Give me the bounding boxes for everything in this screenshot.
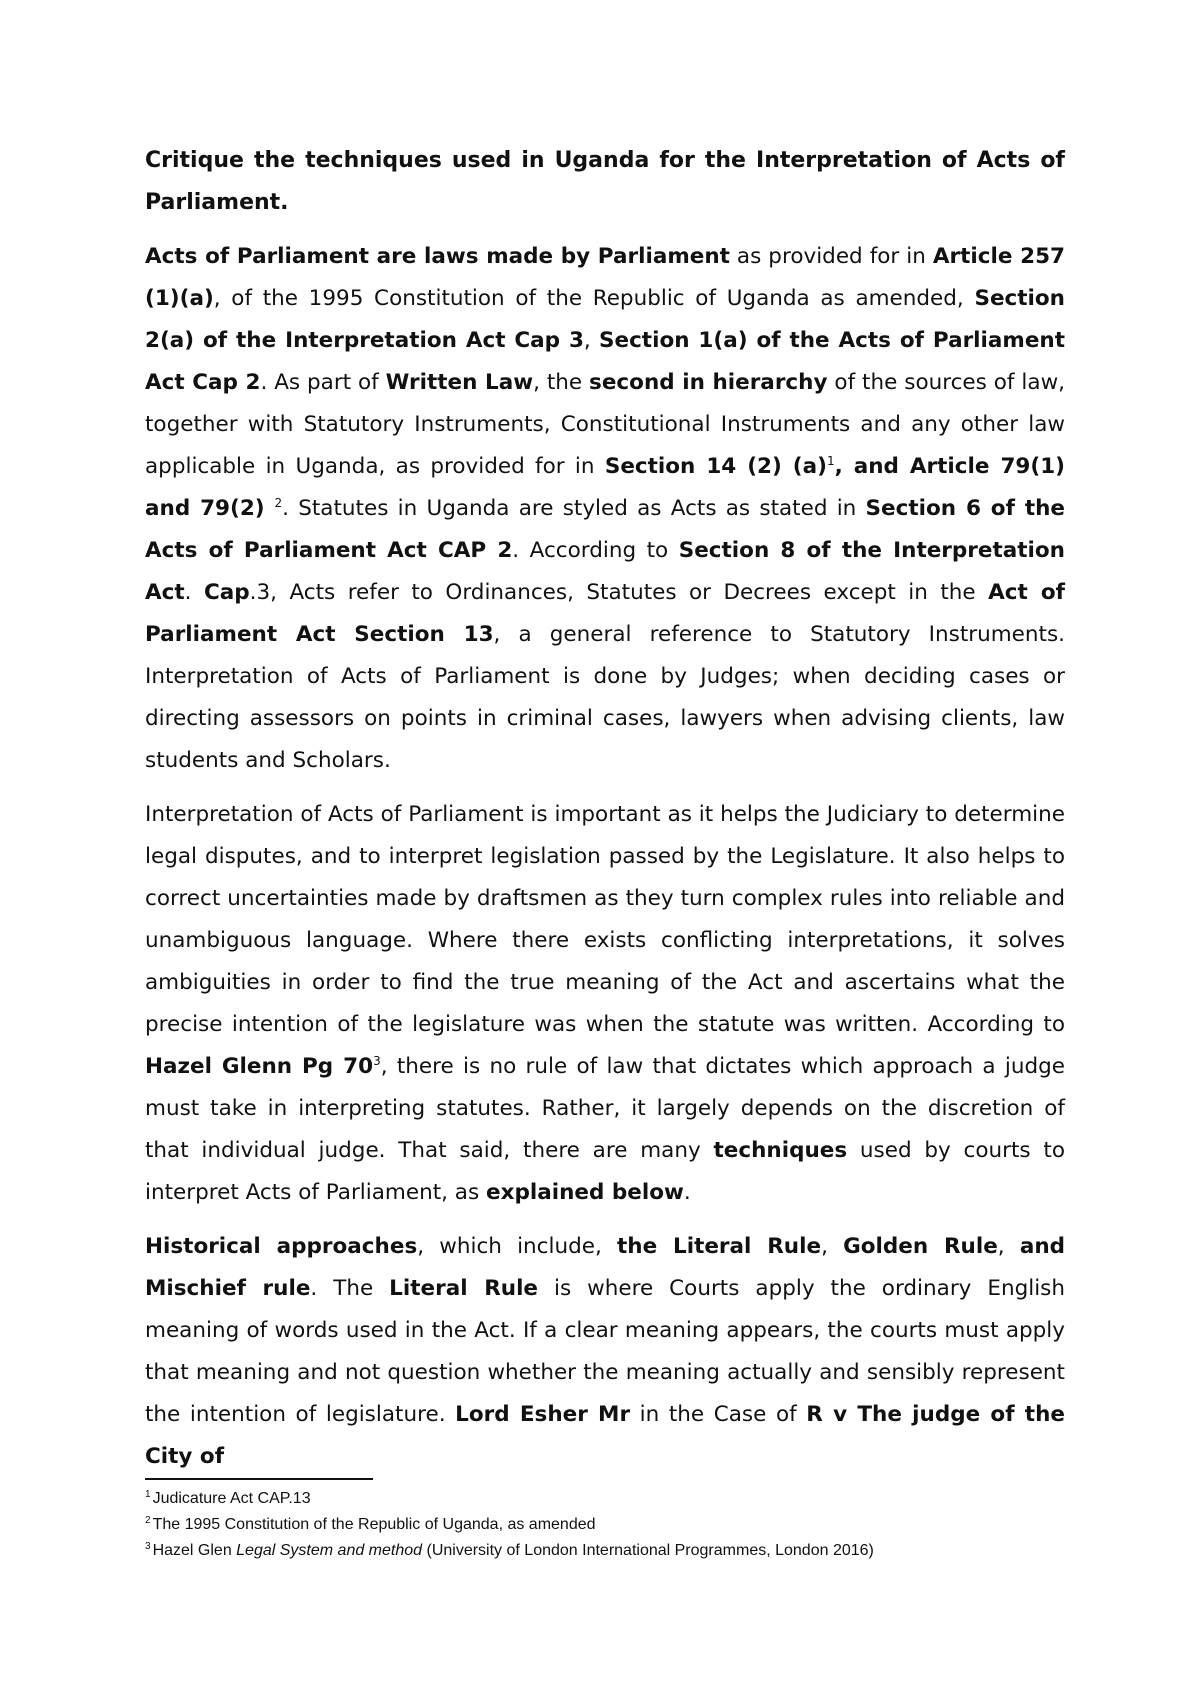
text-run: , the xyxy=(533,370,590,395)
paragraph-historical-approaches xyxy=(145,1226,1065,1478)
bold-text: explained below xyxy=(486,1180,684,1205)
text-run: , a general reference to Statutory Instruments. Interpretation of Acts of Parliament is done by Judges; when deciding cases or directing assessors on points in criminal cases, lawyers when advising clients, law students and Scholars. xyxy=(145,622,1065,773)
text-run: Interpretation of Acts of Parliament is important as it helps the Judiciary to determine legal disputes, and to interpret legislation passed by the Legislature. It also helps to correct uncertainties made by draftsmen as they turn complex rules into reliable and unambiguous language. Where there exists conflicting interpretations, it solves ambiguities in order to find the true meaning of the Act and ascertains what the precise intention of the legislature was when the statute was written. According to xyxy=(145,802,1065,1037)
bold-text: the Literal Rule xyxy=(617,1234,822,1259)
footnote-text: Hazel Glen xyxy=(152,1542,237,1559)
text-run: , xyxy=(821,1234,844,1259)
text-run: used by courts to interpret Acts of Parliament, as xyxy=(145,1138,1065,1205)
footnote-3 xyxy=(145,1538,1065,1564)
bold-text: , and Article 79(1) and 79(2) xyxy=(145,454,1065,521)
text-run: . As part of xyxy=(260,370,386,395)
text-run: as provided for in xyxy=(729,244,933,269)
text-run: . xyxy=(184,580,204,605)
bold-text: Acts of Parliament are laws made by Parliament xyxy=(145,244,730,269)
bold-text: Section 1(a) of the Acts of Parliament Act Cap 2 xyxy=(145,328,1065,395)
bold-text: Golden Rule xyxy=(843,1234,998,1259)
footnote-number: 2 xyxy=(145,1514,151,1526)
footnote-2 xyxy=(145,1512,1065,1538)
footnote-ref-2[interactable]: 2 xyxy=(274,495,283,510)
text-run: . xyxy=(683,1180,691,1205)
essay-question-title: Critique the techniques used in Uganda for the Interpretation of Acts of Parliament. xyxy=(145,148,1065,215)
bold-text: Cap xyxy=(203,580,250,605)
bold-text: Historical approaches xyxy=(145,1234,418,1259)
footnote-book-title: Legal System and method xyxy=(236,1542,423,1559)
bold-text: Written Law xyxy=(385,370,534,395)
bold-text: Section 14 (2) (a) xyxy=(604,454,827,479)
text-run: .3, Acts refer to Ordinances, Statutes or Decrees except in the xyxy=(249,580,989,605)
text-run: , there is no rule of law that dictates which approach a judge must take in interpreting statutes. Rather, it largely depends on the discretion of that individual judge. That said, there are many xyxy=(145,1054,1066,1163)
paragraph-importance-of-interpretation xyxy=(145,794,1065,1214)
bold-text: Act of Parliament Act Section 13 xyxy=(145,580,1065,647)
bold-text: Lord Esher Mr xyxy=(455,1402,631,1427)
text-run: , which include, xyxy=(417,1234,617,1259)
bold-text: Article 257 (1)(a) xyxy=(145,244,1065,311)
text-run: , of the 1995 Constitution of the Republic of Uganda as amended, xyxy=(213,286,975,311)
footnote-text: The 1995 Constitution of the Republic of Uganda, as amended xyxy=(152,1516,596,1533)
bold-text: and Mischief rule xyxy=(145,1234,1066,1301)
document-body xyxy=(145,140,1065,1490)
bold-text: techniques xyxy=(713,1138,848,1163)
footnote-text: (University of London International Programmes, London 2016) xyxy=(422,1542,874,1559)
bold-text: Section 8 of the Interpretation Act xyxy=(145,538,1065,605)
bold-text: R v The judge of the City of xyxy=(145,1402,1065,1469)
footnote-1 xyxy=(145,1486,1065,1512)
bold-text: Section 6 of the Acts of Parliament Act CAP 2 xyxy=(145,496,1065,563)
paragraph-acts-of-parliament xyxy=(145,236,1065,782)
text-run: . According to xyxy=(512,538,679,563)
footnote-number: 3 xyxy=(145,1540,151,1552)
text-run: is where Courts apply the ordinary English meaning of words used in the Act. If a clear meaning appears, the courts must apply that meaning and not question whether the meaning actually and sensibly represent the intention of legislature. xyxy=(145,1276,1065,1427)
text-run: in the Case of xyxy=(630,1402,807,1427)
footnote-number: 1 xyxy=(145,1488,151,1500)
footnote-text: Judicature Act CAP.13 xyxy=(152,1490,311,1507)
bold-text: Section 2(a) of the Interpretation Act Cap 3 xyxy=(145,286,1065,353)
footnotes-section xyxy=(145,1486,1065,1564)
text-run: . The xyxy=(310,1276,390,1301)
text-run: , xyxy=(997,1234,1020,1259)
text-run: of the sources of law, together with Statutory Instruments, Constitutional Instruments and any other law applicable in Uganda, as provided for in xyxy=(145,370,1065,479)
footnote-ref-3[interactable]: 3 xyxy=(373,1053,381,1068)
text-run: . Statutes in Uganda are styled as Acts as stated in xyxy=(282,496,866,521)
bold-text: Literal Rule xyxy=(389,1276,539,1301)
footnote-ref-1[interactable]: 1 xyxy=(826,453,835,468)
bold-text: Hazel Glenn Pg 70 xyxy=(145,1054,374,1079)
footnote-separator xyxy=(145,1478,373,1480)
bold-text: second in hierarchy xyxy=(589,370,828,395)
text-run: , xyxy=(583,328,599,353)
